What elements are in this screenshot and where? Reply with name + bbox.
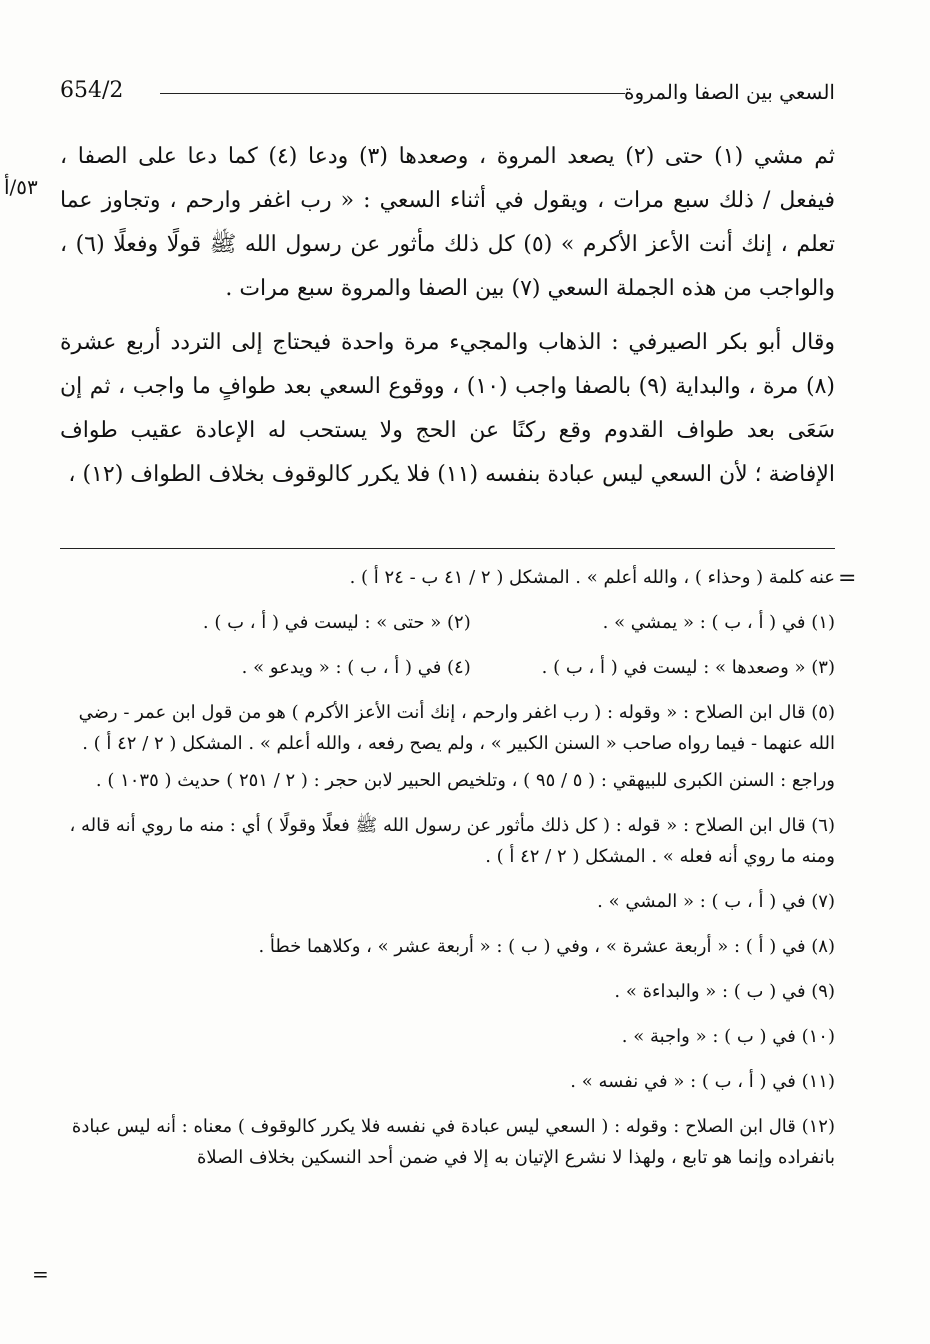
footnote-5-reference: وراجع : السنن الكبرى للبيهقي : ( ٥ / ٩٥ ) ، وتلخيص الحبير لابن حجر : ( ٢ / ٢٥١ ) حديث ( ١٠٣٥ ) . xyxy=(95,770,835,791)
main-text xyxy=(60,135,835,497)
footnote-7: (٧) في ( أ ، ب ) : « المشي » . xyxy=(597,891,835,912)
footnote-1: (١) في ( أ ، ب ) : « يمشي » . xyxy=(602,612,835,633)
main-paragraph-1: ثم مشي (١) حتى (٢) يصعد المروة ، وصعدها (٣) ودعا (٤) كما دعا على الصفا ، فيفعل / ذلك سبع مرات ، ويقول في أثناء السعي : « رب اغفر وارحم ، وتجاوز عما تعلم ، إنك أنت الأعز الأكرم » (٥) كل ذلك مأثور عن رسول الله ﷺ قولًا وفعلًا (٦) ، والواجب من هذه الجملة السعي (٧) بين الصفا والمروة سبع مرات . xyxy=(60,144,835,301)
page-header xyxy=(60,78,835,110)
footnote-10: (١٠) في ( ب ) : « واجبة » . xyxy=(621,1026,835,1047)
header-rule xyxy=(160,93,625,94)
footnote-8: (٨) في ( أ ) : « أربعة عشرة » ، وفي ( ب ) : « أربعة عشر » ، وكلاهما خطأ . xyxy=(258,936,835,957)
footnote-continuation: عنه كلمة ( وحذاء ) ، والله أعلم » . المشكل ( ٢ / ٤١ ب - ٢٤ أ ) . xyxy=(349,567,835,588)
footnote-row-1-2 xyxy=(60,607,835,638)
footnote-11: (١١) في ( أ ، ب ) : « في نفسه » . xyxy=(570,1071,835,1092)
main-paragraph-2: وقال أبو بكر الصيرفي : الذهاب والمجيء مرة واحدة فيحتاج إلى التردد أربع عشرة (٨) مرة ، والبداية (٩) بالصفا واجب (١٠) ، ووقوع السعي بعد طوافٍ ما واجب ، ثم إن سَعَى بعد طواف القدوم وقع ركنًا عن الحج ولا يستحب له الإعادة عقيب طواف الإفاضة ؛ لأن السعي ليس عبادة بنفسه (١١) فلا يكرر كالوقوف بخلاف الطواف (١٢) ، xyxy=(60,330,835,487)
footnotes xyxy=(60,562,835,1187)
footnote-12: (١٢) قال ابن الصلاح : وقوله : ( السعي ليس عبادة في نفسه فلا يكرر كالوقوف ) معناه : أنه ليس عبادة بانفراده وإنما هو تابع ، ولهذا لا نشرع الإتيان به إلا في ضمن أحد النسكين بخلاف الصلاة xyxy=(71,1116,835,1168)
footnote-2: (٢) « حتى » : ليست في ( أ ، ب ) . xyxy=(202,612,471,633)
footnote-continuation-mark: = xyxy=(838,566,857,591)
footnote-5: (٥) قال ابن الصلاح : « وقوله : ( رب اغفر وارحم ، إنك أنت الأعز الأكرم ) هو من قول ابن عمر - رضي الله عنهما - فيما رواه صاحب « السنن الكبير » ، ولم يصح رفعه ، والله أعلم » . المشكل ( ٢ / ٤٢ أ ) . xyxy=(78,702,835,754)
footnote-end-continuation-mark: = xyxy=(32,1262,49,1286)
manuscript-folio-marker: ٥٣/أ xyxy=(4,175,38,199)
footnote-3: (٣) « وصعدها » : ليست في ( أ ، ب ) . xyxy=(541,657,835,678)
footnote-6: (٦) قال ابن الصلاح : « قوله : ( كل ذلك مأثور عن رسول الله ﷺ فعلًا وقولًا ) أي : منه ما روي أنه قاله ، ومنه ما روي أنه فعله » . المشكل ( ٢ / ٤٢ أ ) . xyxy=(69,815,835,867)
footnote-separator xyxy=(60,548,835,549)
running-title: السعي بين الصفا والمروة xyxy=(624,80,835,104)
footnote-9: (٩) في ( ب ) : « والبداءة » . xyxy=(614,981,835,1002)
page-number: 654/2 xyxy=(60,78,124,103)
footnote-4: (٤) في ( أ ، ب ) : « ويدعو » . xyxy=(241,657,471,678)
footnote-row-3-4 xyxy=(60,652,835,683)
